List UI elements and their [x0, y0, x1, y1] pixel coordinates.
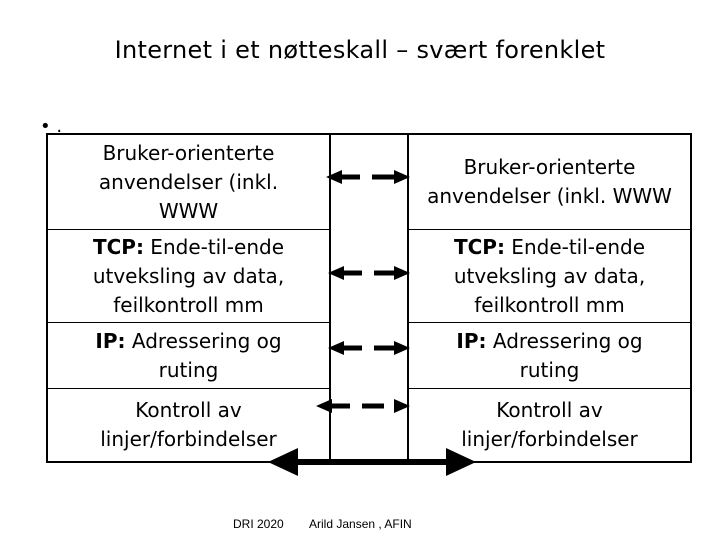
peer-arrow-link: [316, 399, 410, 413]
footer-author: Arild Jansen , AFIN: [309, 517, 412, 531]
layer-text: Bruker-orienterte anvendelser (inkl. WWW: [427, 155, 672, 208]
layer-prefix: TCP:: [453, 234, 505, 259]
layer-prefix: TCP:: [92, 234, 144, 259]
footer-course: DRI 2020: [233, 517, 284, 531]
physical-link-arrow: [268, 448, 476, 476]
layer-text: Adressering og ruting: [492, 328, 643, 382]
layer-text: Kontroll av linjer/forbindelser: [100, 398, 277, 451]
layer-text: Bruker-orienterte anvendelser (inkl. WWW: [98, 140, 279, 223]
layer-text: Kontroll av linjer/forbindelser: [461, 398, 638, 451]
layer-text: Ende-til-ende utveksling av data, feilkontroll mm: [453, 234, 646, 317]
layer-prefix: IP:: [95, 328, 126, 353]
slide-title: Internet i et nøtteskall – svært forenklet: [114, 36, 606, 64]
layer-text: Ende-til-ende utveksling av data, feilkontroll mm: [92, 234, 285, 317]
layer-text: Adressering og ruting: [131, 328, 282, 382]
layer-prefix: IP:: [456, 328, 487, 353]
peer-arrow-transport: [328, 266, 410, 280]
peer-arrow-network: [328, 341, 410, 355]
peer-arrow-application: [326, 170, 410, 184]
bullet-marker: • .: [40, 116, 63, 137]
